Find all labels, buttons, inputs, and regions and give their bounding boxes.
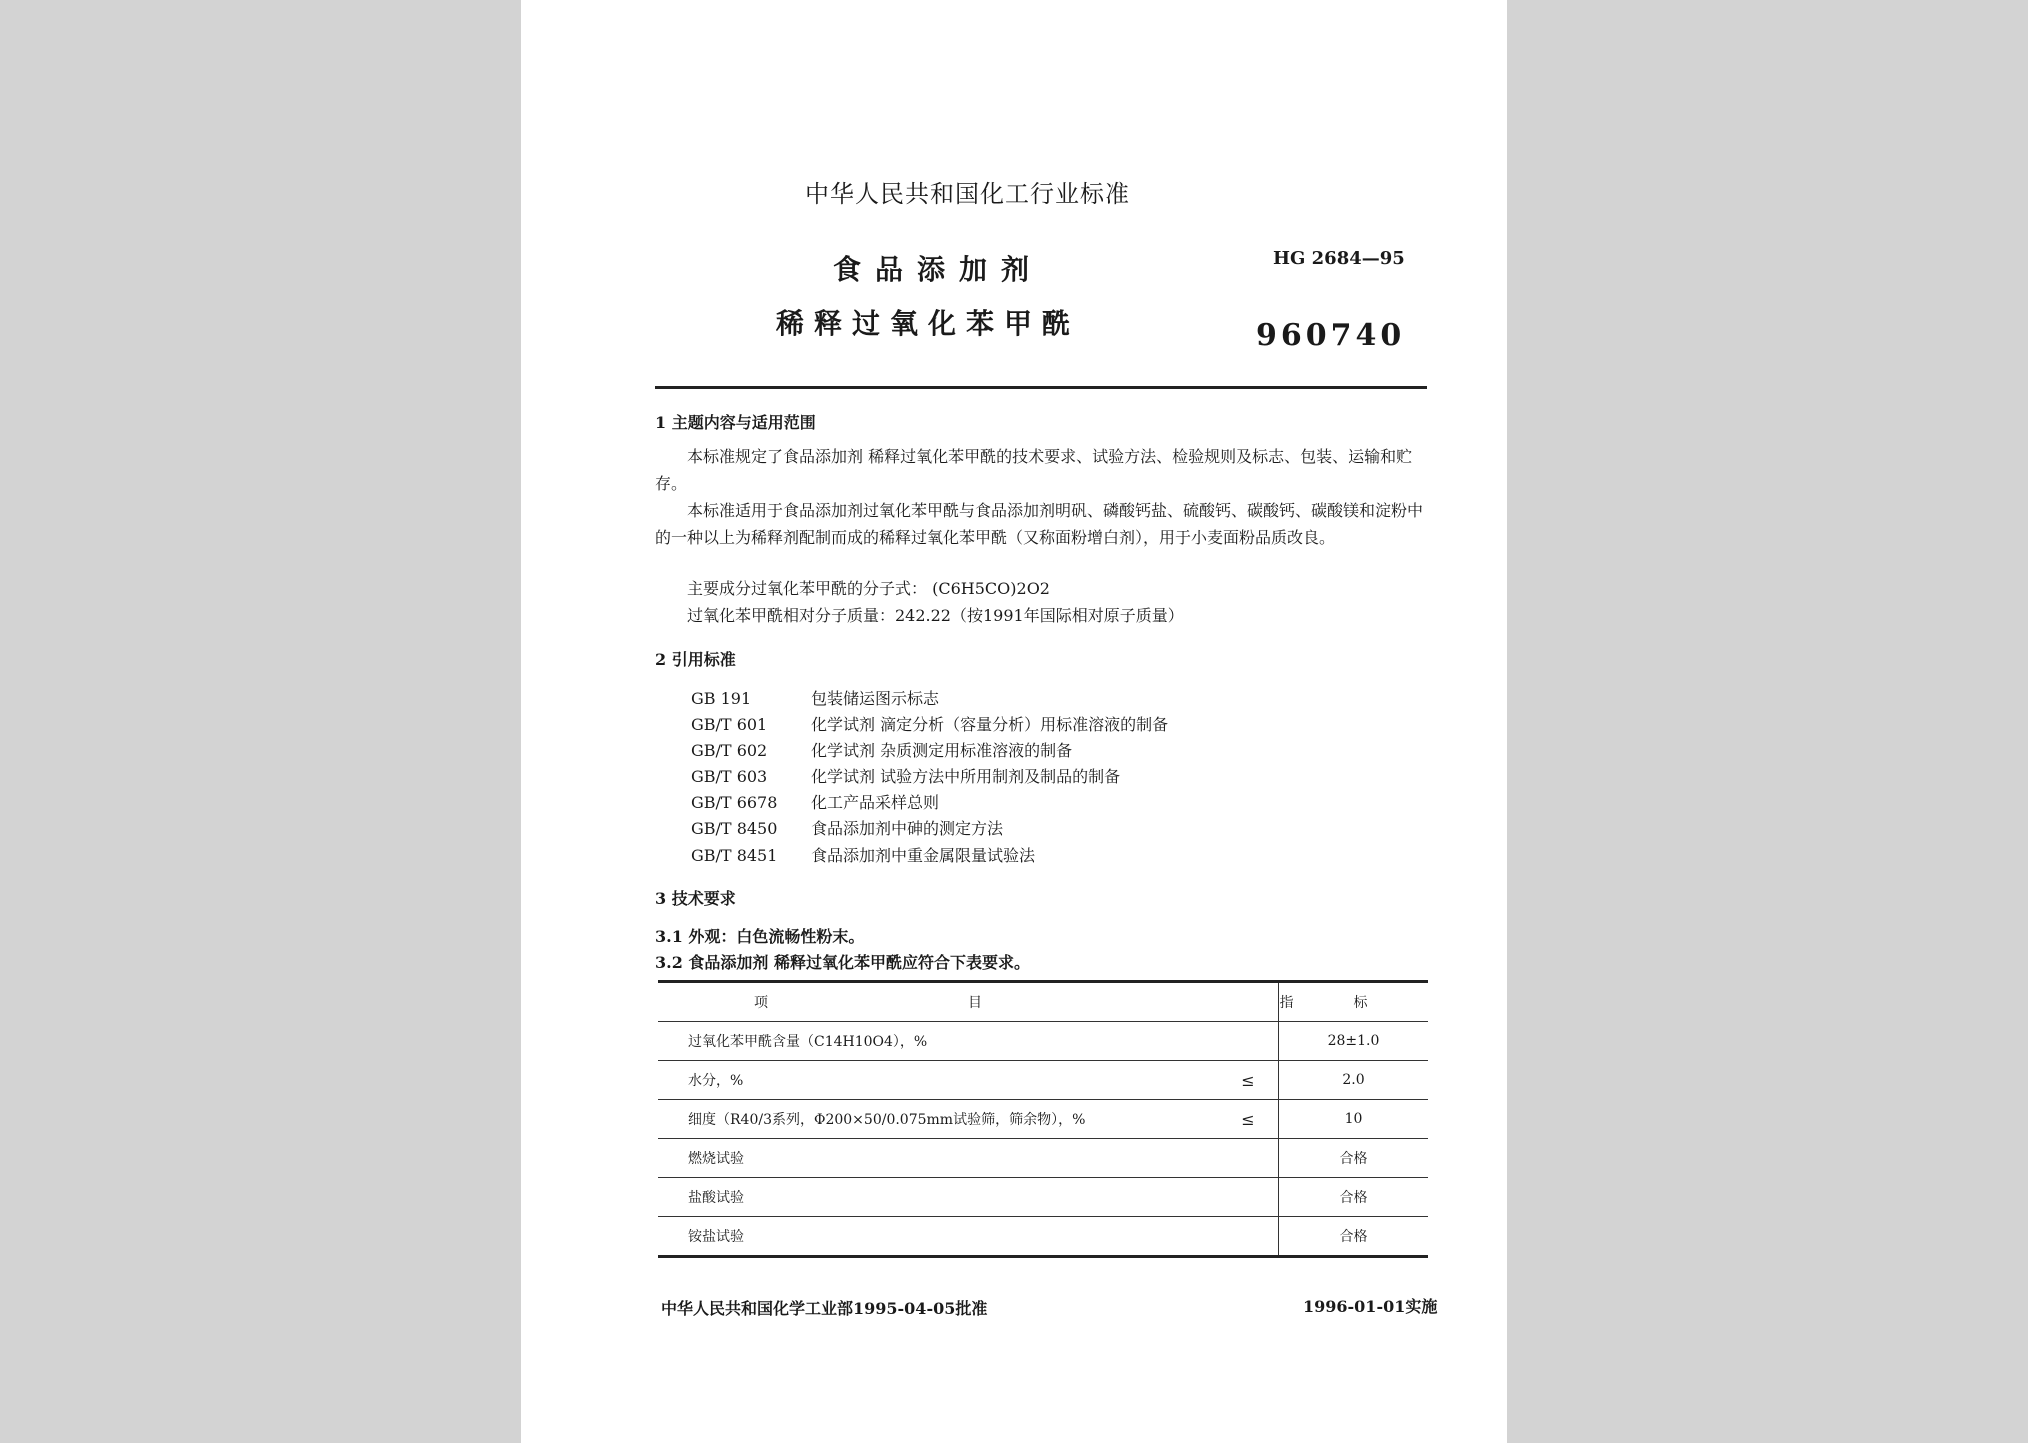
document-page <box>521 0 1507 1443</box>
header-item: 项目 <box>658 982 1279 1022</box>
serial-number: 960740 <box>1256 318 1406 353</box>
table-header-row <box>658 982 1428 1022</box>
table-row: 水分，% ≤ 2.0 <box>658 1061 1428 1100</box>
effective-date: 1996-01-01实施 <box>1303 1297 1438 1316</box>
clause-3-2: 3.2 食品添加剂 稀释过氧化苯甲酰应符合下表要求。 <box>655 953 1030 972</box>
reference-item: GB/T 603 化学试剂 试验方法中所用制剂及制品的制备 <box>691 767 1121 786</box>
document-title-line2: 稀释过氧化苯甲酰 <box>776 307 1081 340</box>
table-row: 燃烧试验 合格 <box>658 1139 1428 1178</box>
section3-heading: 3 技术要求 <box>655 889 736 908</box>
formula-label: 主要成分过氧化苯甲酰的分子式： <box>687 579 928 598</box>
approval-statement: 中华人民共和国化学工业部1995-04-05批准 <box>661 1299 988 1318</box>
reference-item: GB/T 601 化学试剂 滴定分析（容量分析）用标准溶液的制备 <box>691 715 1169 734</box>
section1-formula-line <box>687 576 1050 602</box>
molecular-formula: (C6H5CO)2O2 <box>932 579 1050 598</box>
section1-molecular-mass: 过氧化苯甲酰相对分子质量：242.22（按1991年国际相对原子质量） <box>687 606 1184 625</box>
section1-heading: 1 主题内容与适用范围 <box>655 413 816 432</box>
clause-3-1: 3.1 外观：白色流畅性粉末。 <box>655 927 865 946</box>
reference-item: GB/T 8450 食品添加剂中砷的测定方法 <box>691 819 1004 838</box>
reference-item: GB 191 包装储运图示标志 <box>691 689 940 708</box>
reference-item: GB/T 6678 化工产品采样总则 <box>691 793 940 812</box>
standard-organization: 中华人民共和国化工行业标准 <box>805 180 1130 208</box>
header-divider <box>655 386 1427 389</box>
section2-heading: 2 引用标准 <box>655 650 736 669</box>
reference-item: GB/T 602 化学试剂 杂质测定用标准溶液的制备 <box>691 741 1073 760</box>
section1-paragraph1: 本标准规定了食品添加剂 稀释过氧化苯甲酰的技术要求、试验方法、检验规则及标志、包装、运输和贮存。 <box>655 447 1413 493</box>
reference-item: GB/T 8451 食品添加剂中重金属限量试验法 <box>691 846 1036 865</box>
document-title-line1: 食品添加剂 <box>833 253 1044 286</box>
table-row: 细度（R40/3系列，Φ200×50/0.075mm试验筛，筛余物），% ≤ 10 <box>658 1100 1428 1139</box>
standard-code: HG 2684—95 <box>1273 248 1405 269</box>
section1-paragraph2: 本标准适用于食品添加剂过氧化苯甲酰与食品添加剂明矾、磷酸钙盐、硫酸钙、碳酸钙、碳酸镁和淀粉中的一种以上为稀释剂配制而成的稀释过氧化苯甲酰（又称面粉增白剂），用于小麦面粉品质改良。 <box>655 501 1424 547</box>
table-row: 盐酸试验 合格 <box>658 1178 1428 1217</box>
table-row: 过氧化苯甲酰含量（C14H10O4），% 28±1.0 <box>658 1022 1428 1061</box>
requirements-table <box>658 980 1428 1258</box>
table-row: 铵盐试验 合格 <box>658 1217 1428 1257</box>
header-value: 指标 <box>1279 982 1429 1022</box>
